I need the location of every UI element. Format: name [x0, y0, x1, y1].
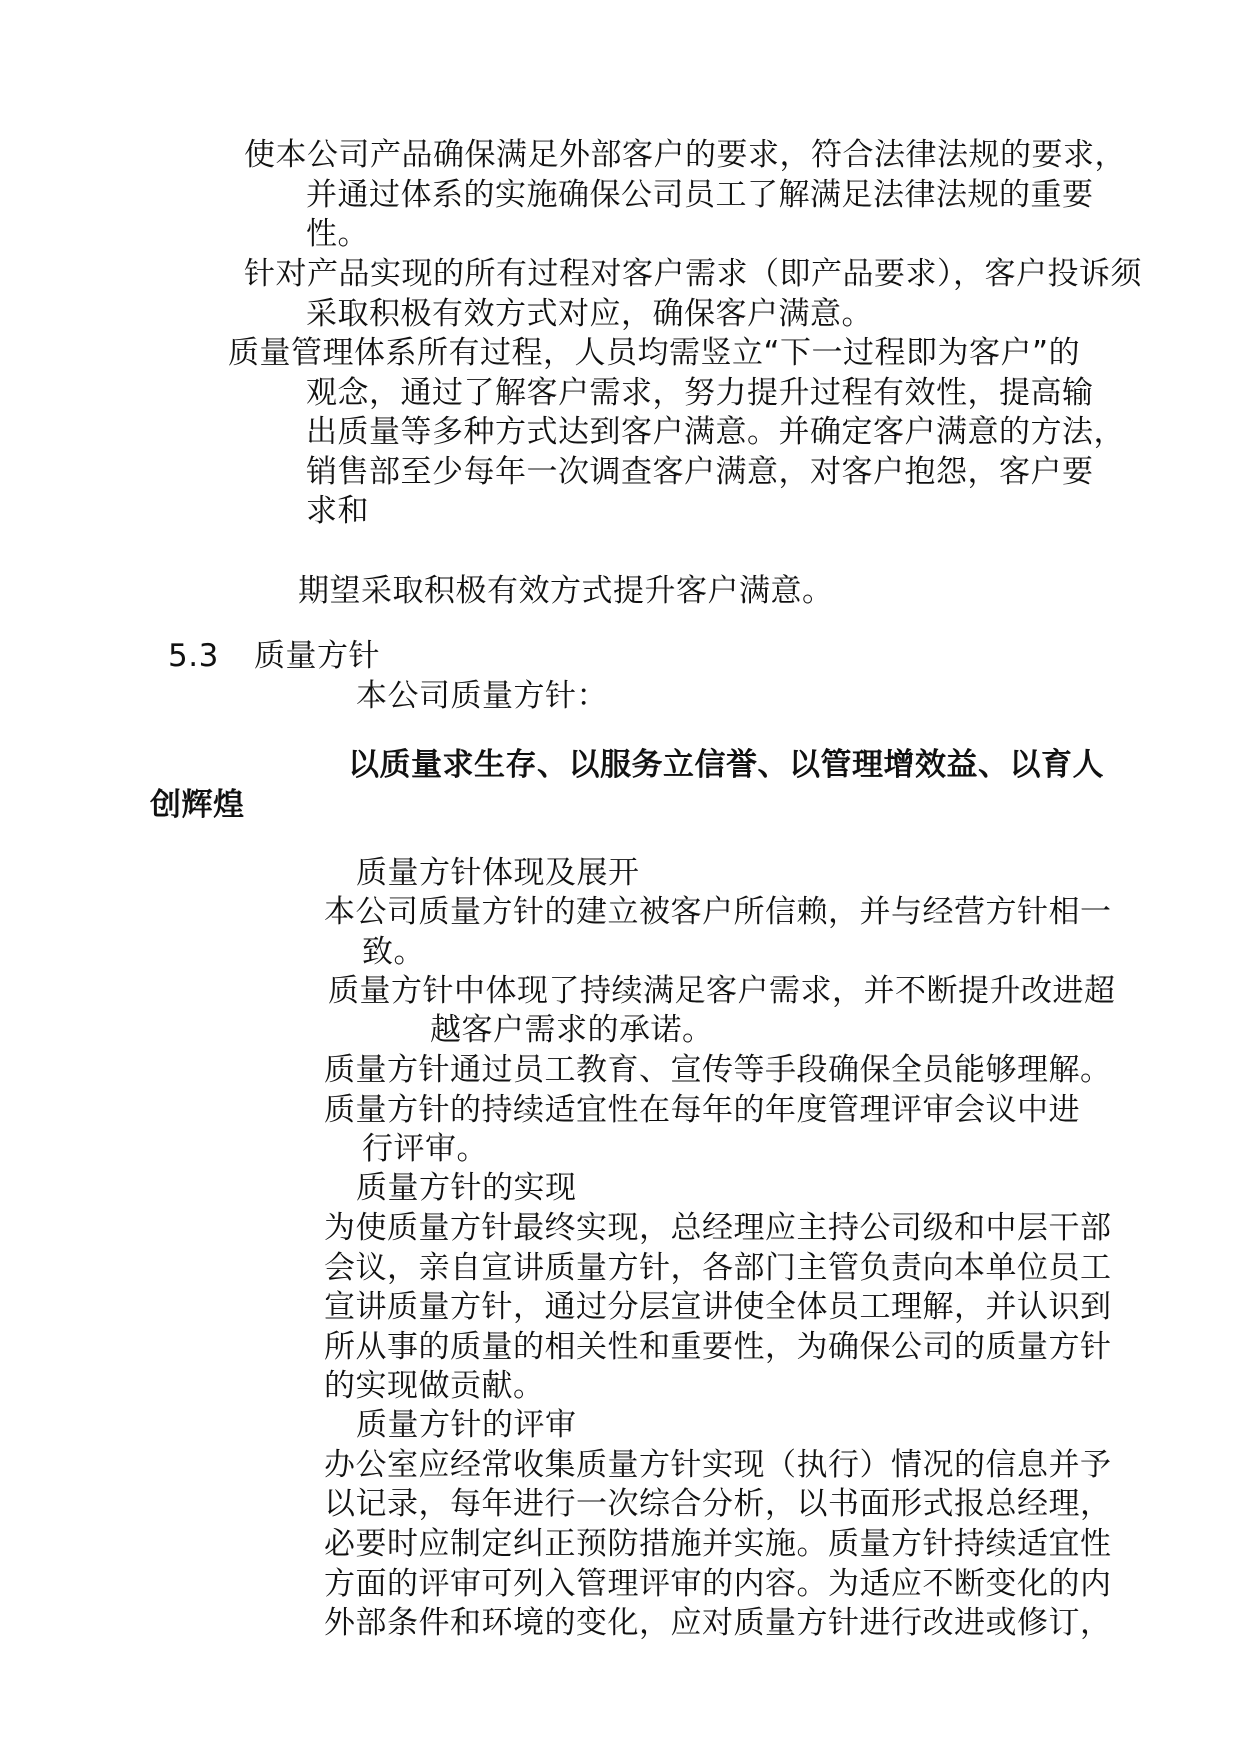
text-line: 为使质量方针最终实现，总经理应主持公司级和中层干部: [324, 1210, 1112, 1246]
policy-line: 以质量求生存、以服务立信誉、以管理增效益、以育人: [348, 747, 1104, 783]
text-line: 观念，通过了解客户需求，努力提升过程有效性，提高输: [306, 375, 1094, 411]
text-line: 宣讲质量方针，通过分层宣讲使全体员工理解，并认识到: [324, 1289, 1112, 1325]
realize-heading: 质量方针的实现: [356, 1170, 577, 1206]
text-line: 出质量等多种方式达到客户满意。并确定客户满意的方法，: [306, 414, 1125, 450]
embody-item-3: 质量方针通过员工教育、宣传等手段确保全员能够理解。: [324, 1052, 1112, 1088]
text-line: 会议，亲自宣讲质量方针，各部门主管负责向本单位员工: [324, 1250, 1112, 1286]
text-line: 方面的评审可列入管理评审的内容。为适应不断变化的内: [324, 1566, 1112, 1602]
text-line: 以记录，每年进行一次综合分析，以书面形式报总经理，: [324, 1486, 1112, 1522]
policy-intro: 本公司质量方针：: [356, 678, 608, 714]
text-line: 越客户需求的承诺。: [430, 1012, 714, 1048]
text-line: 质量管理体系所有过程，人员均需竖立“下一过程即为客户”的: [228, 335, 1081, 371]
customer-paragraph-4: 期望采取积极有效方式提升客户满意。: [298, 573, 834, 609]
text-line: 求和: [306, 493, 369, 529]
section-number: 5.3: [168, 638, 219, 674]
text-line: 质量方针中体现了持续满足客户需求，并不断提升改进超: [328, 973, 1116, 1009]
text-line: 所从事的质量的相关性和重要性，为确保公司的质量方针: [324, 1329, 1112, 1365]
text-line: 必要时应制定纠正预防措施并实施。质量方针持续适宜性: [324, 1526, 1112, 1562]
text-line: 使本公司产品确保满足外部客户的要求，符合法律法规的要求，: [244, 137, 1126, 173]
text-line: 办公室应经常收集质量方针实现（执行）情况的信息并予: [324, 1447, 1112, 1483]
embody-heading: 质量方针体现及展开: [356, 855, 640, 891]
text-line: 性。: [306, 216, 369, 252]
text-line: 并通过体系的实施确保公司员工了解满足法律法规的重要: [306, 177, 1094, 213]
text-line: 针对产品实现的所有过程对客户需求（即产品要求），客户投诉须: [244, 256, 1142, 292]
text-line: 采取积极有效方式对应，确保客户满意。: [306, 296, 873, 332]
text-line: 的实现做贡献。: [324, 1368, 545, 1404]
text-line: 质量方针的持续适宜性在每年的年度管理评审会议中进: [324, 1092, 1080, 1128]
text-line: 销售部至少每年一次调查客户满意，对客户抱怨，客户要: [306, 454, 1094, 490]
review-heading: 质量方针的评审: [356, 1407, 577, 1443]
text-line: 致。: [362, 934, 425, 970]
text-line: 本公司质量方针的建立被客户所信赖，并与经营方针相一: [324, 894, 1112, 930]
section-title: 质量方针: [254, 638, 380, 674]
text-line: 行评审。: [362, 1131, 488, 1167]
text-line: 外部条件和环境的变化，应对质量方针进行改进或修订，: [324, 1605, 1112, 1641]
policy-line: 创辉煌: [150, 787, 245, 823]
